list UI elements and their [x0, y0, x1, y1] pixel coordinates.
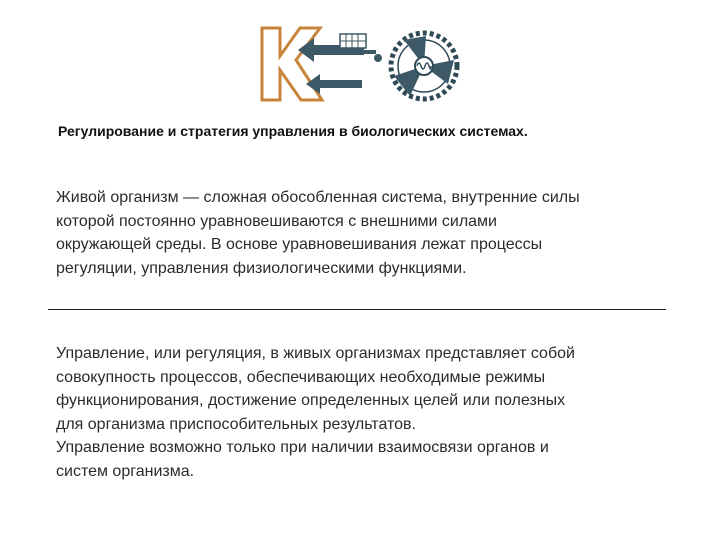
intro-line: которой постоянно уравновешиваются с внешними силами [56, 212, 497, 230]
regulation-line: Управление возможно только при наличии взаимосвязи органов и [56, 439, 549, 456]
intro-line: Живой организм — сложная обособленная система, внутренние силы [56, 189, 580, 206]
ke-logo [254, 20, 466, 106]
regulation-line: Управление, или регуляция, в живых организмах представляет собой [56, 345, 575, 362]
arrows-icon [298, 34, 382, 94]
intro-paragraph [56, 186, 676, 280]
gear-ring-icon [391, 33, 457, 99]
regulation-line: функционирования, достижение определенных целей или полезных [56, 392, 566, 409]
regulation-line: для организма приспособительных результатов. [56, 415, 416, 433]
intro-line: регуляции, управления физиологическими функциями. [56, 259, 467, 277]
regulation-paragraph [56, 342, 686, 483]
regulation-line: совокупность процессов, обеспечивающих необходимые режимы [56, 368, 546, 386]
divider [48, 309, 666, 310]
regulation-line: систем организма. [56, 462, 195, 480]
slide-title: Регулирование и стратегия управления в биологических системах. [58, 123, 528, 139]
intro-line: окружающей среды. В основе уравновешивания лежат процессы [56, 236, 543, 253]
